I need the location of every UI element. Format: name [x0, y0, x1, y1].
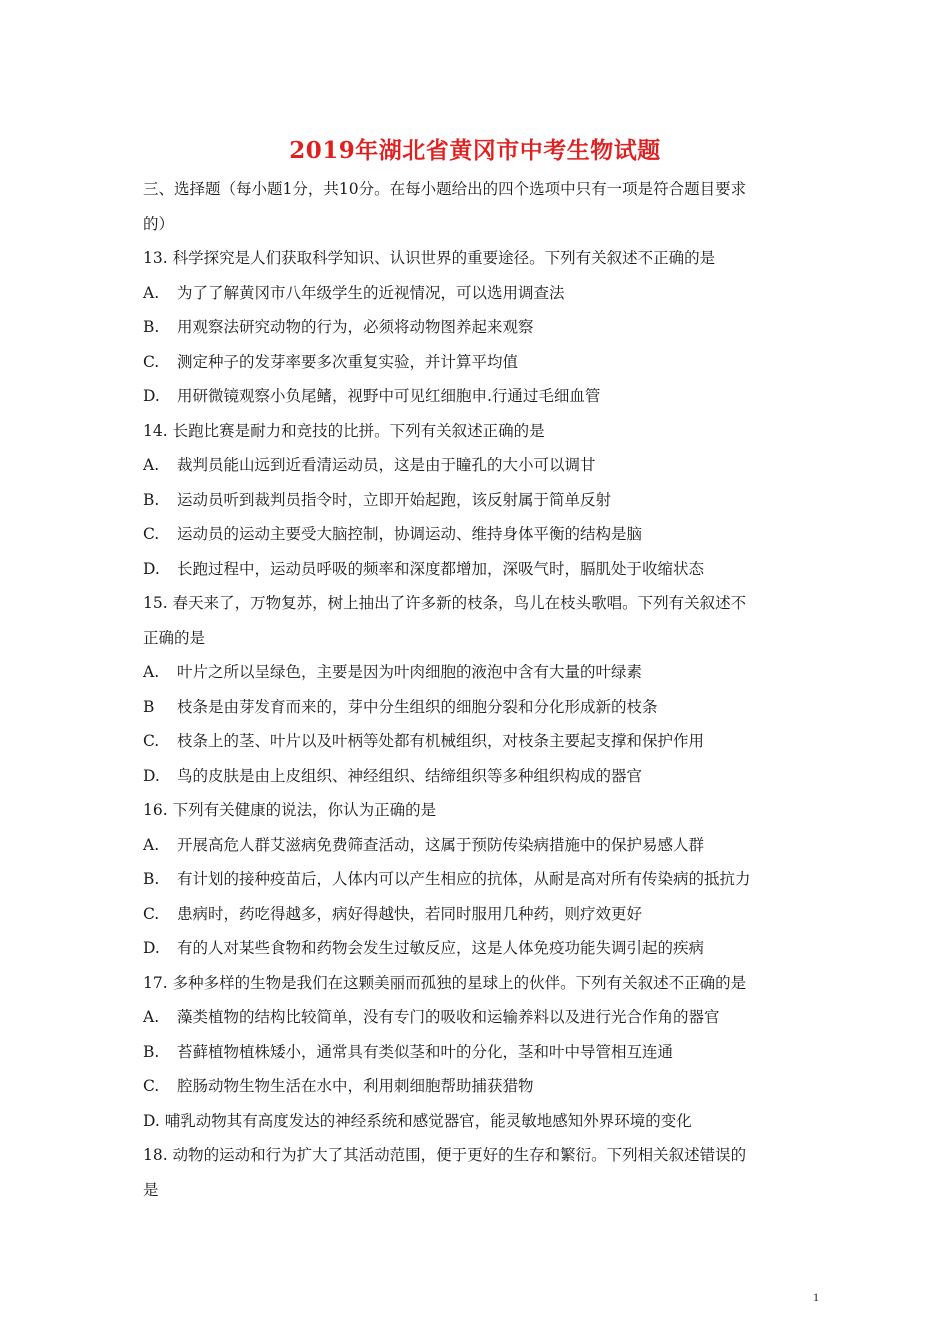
- option-text: 患病时，药吃得越多，病好得越快，若同时服用几种药，则疗效更好: [177, 904, 643, 923]
- option-text: 运动员听到裁判员指令时，立即开始起跑，该反射属于简单反射: [177, 490, 612, 509]
- option-key: D.: [143, 939, 160, 957]
- question-14-option-d: [143, 552, 813, 587]
- option-text: 长跑过程中，运动员呼吸的频率和深度都增加，深吸气时，膈肌处于收缩状态: [177, 559, 705, 578]
- option-key: D.: [143, 387, 160, 405]
- page-title: 2019年湖北省黄冈市中考生物试题: [289, 137, 661, 164]
- option-key: B.: [143, 490, 160, 509]
- option-key: A.: [143, 283, 160, 302]
- question-13-option-a: [143, 276, 813, 311]
- question-18-stem: 18. 动物的运动和行为扩大了其活动范围，便于更好的生存和繁衍。下列相关叙述错误的: [143, 1146, 747, 1164]
- option-text: 有的人对某些食物和药物会发生过敏反应，这是人体免疫功能失调引起的疾病: [177, 939, 705, 957]
- option-key: B.: [143, 870, 160, 888]
- question-14-option-b: [143, 483, 813, 518]
- option-key: A.: [143, 663, 160, 681]
- option-key: A.: [143, 456, 160, 474]
- option-text: 为了了解黄冈市八年级学生的近视情况，可以选用调查法: [177, 283, 565, 302]
- option-key: C.: [143, 904, 160, 923]
- option-text: 鸟的皮肤是由上皮组织、神经组织、结缔组织等多种组织构成的器官: [177, 766, 643, 785]
- option-key: D.: [143, 766, 160, 785]
- question-16-option-b: [143, 862, 813, 897]
- option-key: C.: [143, 732, 160, 750]
- question-17-option-b: [143, 1035, 813, 1070]
- question-17-option-c: [143, 1069, 813, 1104]
- option-text: 开展高危人群艾滋病免费筛查活动，这属于预防传染病措施中的保护易感人群: [177, 835, 705, 854]
- question-15-stem-cont: 正确的是: [143, 628, 206, 647]
- question-17-stem: 17. 多种多样的生物是我们在这颗美丽而孤独的星球上的伙伴。下列有关叙述不正确的是: [143, 973, 747, 992]
- section-heading-line-2: 的）: [143, 214, 175, 233]
- option-text: 苔藓植物植株矮小，通常具有类似茎和叶的分化，茎和叶中导管相互连通: [177, 1042, 674, 1061]
- question-15-option-c: [143, 724, 813, 759]
- option-text: 有计划的接种疫苗后，人体内可以产生相应的抗体，从耐是高对所有传染病的抵抗力: [177, 870, 751, 888]
- option-text: 枝条是由芽发育而来的，芽中分生组织的细胞分裂和分化形成新的枝条: [177, 697, 658, 716]
- option-text: 裁判员能山远到近看清运动员，这是由于瞳孔的大小可以调甘: [177, 456, 596, 474]
- option-key: B.: [143, 318, 160, 336]
- question-13-option-c: [143, 345, 813, 380]
- question-17-option-a: [143, 1000, 813, 1035]
- option-text: 用观察法研究动物的行为，必须将动物图养起来观察: [177, 318, 534, 336]
- option-key: B.: [143, 1042, 160, 1061]
- option-text: 叶片之所以呈绿色，主要是因为叶肉细胞的液泡中含有大量的叶绿素: [177, 663, 643, 681]
- question-14-option-a: [143, 448, 813, 483]
- option-text: 用研微镜观察小负尾鳍，视野中可见红细胞申.行通过毛细血管: [177, 387, 601, 405]
- section-heading-line-1: 三、选择题（每小题1分，共10分。在每小题给出的四个选项中只有一项是符合题目要求: [143, 180, 747, 198]
- option-key: D.: [143, 559, 160, 578]
- question-16-option-c: [143, 897, 813, 932]
- option-key: C.: [143, 1077, 160, 1095]
- option-key: A.: [143, 835, 160, 854]
- option-key: A.: [143, 1008, 160, 1026]
- question-16-option-d: [143, 931, 813, 966]
- page-number: 1: [813, 1290, 819, 1304]
- option-text: 腔肠动物生物生活在水中，利用刺细胞帮助捕获猎物: [177, 1077, 534, 1095]
- question-15-option-a: [143, 655, 813, 690]
- question-13-option-b: [143, 310, 813, 345]
- question-15-stem: 15. 春天来了，万物复苏，树上抽出了许多新的枝条，鸟儿在枝头歌唱。下列有关叙述不: [143, 594, 747, 612]
- option-key: C.: [143, 352, 160, 371]
- question-14-stem: 14. 长跑比赛是耐力和竞技的比拼。下列有关叙述正确的是: [143, 421, 545, 440]
- question-18-stem-cont: 是: [143, 1180, 159, 1199]
- question-16-stem: 16. 下列有关健康的说法，你认为正确的是: [143, 801, 437, 819]
- question-16-option-a: [143, 828, 813, 863]
- option-text: 哺乳动物其有高度发达的神经系统和感觉器官，能灵敏地感知外界环境的变化: [164, 1111, 692, 1130]
- question-15-option-b: [143, 690, 813, 725]
- question-17-option-d: [143, 1104, 813, 1139]
- question-14-option-c: [143, 517, 813, 552]
- option-text: 枝条上的茎、叶片以及叶柄等处都有机械组织，对枝条主要起支撑和保护作用: [177, 732, 705, 750]
- option-key: D.: [143, 1111, 160, 1130]
- question-13-option-d: [143, 379, 813, 414]
- option-text: 藻类植物的结构比较简单，没有专门的吸收和运输养料以及进行光合作角的器官: [177, 1008, 720, 1026]
- question-13-stem: 13. 科学探究是人们获取科学知识、认识世界的重要途径。下列有关叙述不正确的是: [143, 249, 716, 267]
- option-text: 测定种子的发芽率要多次重复实验，并计算平均值: [177, 352, 519, 371]
- document-body: [143, 172, 813, 1207]
- option-key: C.: [143, 525, 160, 543]
- option-text: 运动员的运动主要受大脑控制，协调运动、维持身体平衡的结构是脑: [177, 525, 643, 543]
- question-15-option-d: [143, 759, 813, 794]
- option-key: B: [143, 697, 155, 716]
